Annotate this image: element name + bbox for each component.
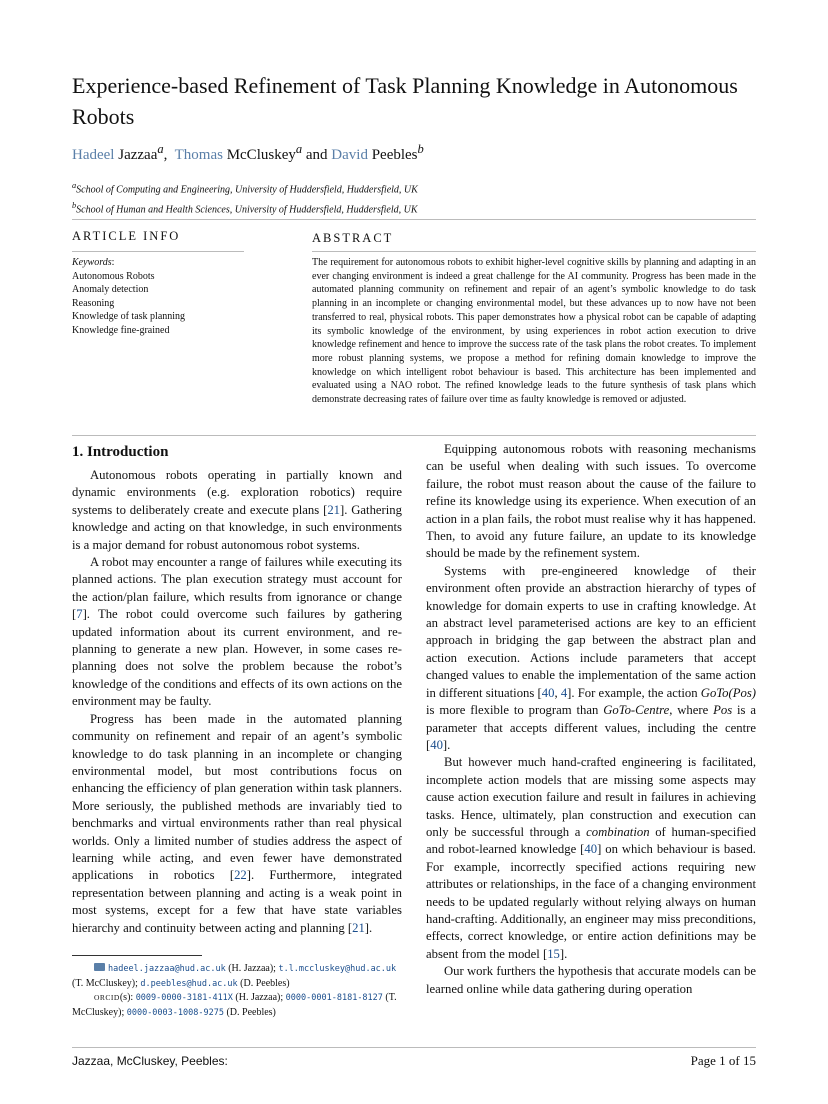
author-given-name[interactable]: Hadeel	[72, 147, 115, 163]
paragraph: Progress has been made in the automated planning community on refinement and repair of an agent’s symbolic knowledge to do task planning in an incomplete or changing environmental model, but most contributions focus on enhancing the efficiency of plan generation within task planners. More seriously, the published methods are invariably tied to benchmarks and virtual environments rather than real physical worlds. Only a limited number of studies address the aspect of learning while acting, and even fewer have demonstrated applications in robotics [22]. Furthermore, integrated representation between planning and acting is a weak point in most systems, except for a few that have state variables hierarchy and continuity between acting and planning [21].	[72, 711, 403, 935]
citation-link[interactable]: 4	[560, 685, 568, 700]
keyword-item: Knowledge fine-grained	[72, 324, 170, 336]
abstract-bottom-divider	[72, 435, 756, 436]
header-divider	[72, 219, 756, 220]
citation-link[interactable]: 40	[584, 842, 598, 857]
abstract-heading: ABSTRACT	[312, 231, 394, 245]
keyword-item: Autonomous Robots	[72, 270, 155, 282]
article-info-heading: ARTICLE INFO	[72, 229, 181, 243]
footer-authors: Jazzaa, McCluskey, Peebles:	[72, 1054, 228, 1068]
affiliation-marker: a	[157, 142, 164, 156]
paper-title: Experience-based Refinement of Task Planning Knowledge in Autonomous Robots	[72, 73, 738, 129]
affiliation-marker: a	[72, 181, 77, 190]
author-family-name: Peebles	[371, 147, 418, 163]
author-conjunction: and	[305, 147, 328, 163]
footer-divider	[72, 1047, 756, 1048]
orcid-link[interactable]: 0000-0001-8181-8127	[285, 993, 383, 1003]
affiliation-text: School of Human and Health Sciences, University of Huddersfield, Huddersfield, UK	[76, 204, 418, 216]
citation-link[interactable]: 15	[547, 946, 560, 961]
author-list: Hadeel Jazzaa$^a$, Thomas McCluskey$^a$ and David Peebles$^b$	[72, 142, 424, 163]
keyword-item: Anomaly detection	[72, 284, 149, 295]
citation-link[interactable]: 22	[234, 868, 247, 883]
citation-link[interactable]: 21	[352, 920, 365, 935]
citation-link[interactable]: 21	[327, 502, 340, 517]
affiliation-text: School of Computing and Engineering, University of Huddersfield, Huddersfield, UK	[76, 184, 418, 196]
keywords-label: Keywords	[72, 257, 112, 268]
footnote-divider	[72, 955, 202, 956]
paragraph: Our work furthers the hypothesis that accurate models can be learned online while data gathering during operation	[426, 964, 756, 996]
keyword-item: Reasoning	[72, 297, 115, 309]
left-column	[72, 467, 402, 937]
affiliation-a	[72, 178, 418, 198]
page-number: Page 1 of 15	[690, 1053, 756, 1068]
paragraph: Equipping autonomous robots with reasoning mechanisms can be useful when dealing with such issues. To overcome failure, the robot must reason about the cause of the failure to refine its knowledge using its experience. When execution of an action in a plan fails, the robot must realise why it has happened. Then, to avoid any future failure, an update to its knowledge should be made by the refinement system.	[426, 442, 756, 561]
author-given-name[interactable]: David	[331, 147, 368, 163]
orcid-link[interactable]: 0000-0003-1008-9275	[126, 1007, 224, 1018]
author-given-name[interactable]: Thomas	[174, 147, 223, 163]
section-heading-introduction: 1. Introduction	[72, 444, 169, 460]
author-family-name: Jazzaa	[118, 147, 158, 163]
citation-link[interactable]: 40	[430, 737, 443, 752]
footnote: hadeel.jazzaa@hud.ac.uk (H. Jazzaa); t.l.mccluskey@hud.ac.uk (T. McCluskey); d.peebles@hud.ac.uk (D. Peebles) ORCID(s): 0009-0000-3181-411X (H. Jazzaa); 0000-0001-8181-8127 (T. McCluskey); 0000-0003-1008-9275 (D. Peebles)	[72, 963, 397, 1018]
paragraph: But however much hand-crafted engineering is facilitated, incomplete action models that are missing some aspects may cause action execution failure and result in failures in achieving tasks. Hence, ultimately, plan construction and execution can only be successful through a combination of human-specified and robot-learned knowledge [40] on which behaviour is based. For example, incorrectly specified actions requiring new attributes or relationships, in the face of a changing environment needs to be updated regularly without relying always on human hand-crafting. Additionally, an engineer may miss preconditions, effects, correct knowledge, or entire action definitions may be absent from the model [15].	[426, 755, 756, 961]
affiliations	[72, 178, 418, 219]
paragraph: Autonomous robots operating in partially known and dynamic environments (e.g. exploration robotics) require systems to deliberately create and execute plans [21]. Gathering knowledge and acting on that knowledge, in such environments is a major demand for robust autonomous robot systems.	[72, 468, 402, 552]
keyword-item: Knowledge of task planning	[72, 311, 186, 322]
article-info-divider	[72, 251, 244, 252]
right-column	[426, 441, 756, 998]
envelope-icon	[94, 963, 105, 971]
paragraph: A robot may encounter a range of failures while executing its planned actions. The plan execution strategy must account for the action/plan failure, which results from ignorance or change [7]. The robot could overcome such failures by gathering updated information about its current environment, and re-planning to generate a new plan. However, in some cases re-planning does not solve the problem because the robot’s knowledge of the conditions and effects of its own actions on the environment may be faulty.	[72, 555, 402, 709]
orcid-label: ORCID	[94, 993, 120, 1002]
citation-link[interactable]: 40	[541, 685, 555, 700]
abstract-divider	[312, 251, 756, 252]
email-link[interactable]: hadeel.jazzaa@hud.ac.uk	[108, 964, 226, 974]
affiliation-marker: b	[417, 142, 424, 156]
affiliation-marker: a	[295, 142, 303, 156]
email-link[interactable]: d.peebles@hud.ac.uk	[140, 978, 238, 989]
author-family-name: McCluskey	[226, 147, 296, 163]
orcid-link[interactable]: 0009-0000-3181-411X	[135, 993, 233, 1003]
abstract-text: The requirement for autonomous robots to exhibit higher-level cognitive skills by planning and adapting in an ever changing environment is indeed a great challenge for the AI community. Progress has been made in the automated planning community on refinement and repair of an agent’s symbolic knowledge to do task planning in an incomplete or changing environmental model, but these advances up to now have not been transferred to real, physical robots. This paper demonstrates how a physical robot can be capable of adapting its symbolic knowledge of the environment, by using experiences in robot action execution to drive knowledge refinement and hence to improve the success rate of the task plans the robot creates. To implement more robust planning systems, we propose a method for refining domain knowledge to improve the knowledge on which intelligent robot behaviour is based. This architecture has been implemented and evaluated using a NAO robot. The refined knowledge leads to the future synthesis of task plans which demonstrate decreasing rates of failure over time as faulty knowledge is removed or adjusted.	[312, 257, 756, 406]
affiliation-marker: b	[72, 201, 77, 211]
email-link[interactable]: t.l.mccluskey@hud.ac.uk	[278, 964, 397, 974]
citation-link[interactable]: 7	[76, 607, 83, 622]
paragraph: Systems with pre-engineered knowledge of their environment often provide an abstraction hierarchy of types of knowledge for domain experts to use in crafting knowledge. At an abstract level parameterised actions are key to an efficient approach in bridging the gap between the abstract plan and action execution. Actions include parameters that accept changed values to enable the implementation of the same action in different situations [40, 4]. For example, the action GoTo(Pos) is more flexible to program than GoTo-Centre, where Pos is a parameter that accepts different values, including the centre [40].	[426, 563, 757, 752]
affiliation-b	[72, 198, 418, 218]
keywords-block: Keywords: Autonomous Robots Anomaly detection Reasoning Knowledge of task planning Knowledge fine-grained	[72, 256, 247, 337]
